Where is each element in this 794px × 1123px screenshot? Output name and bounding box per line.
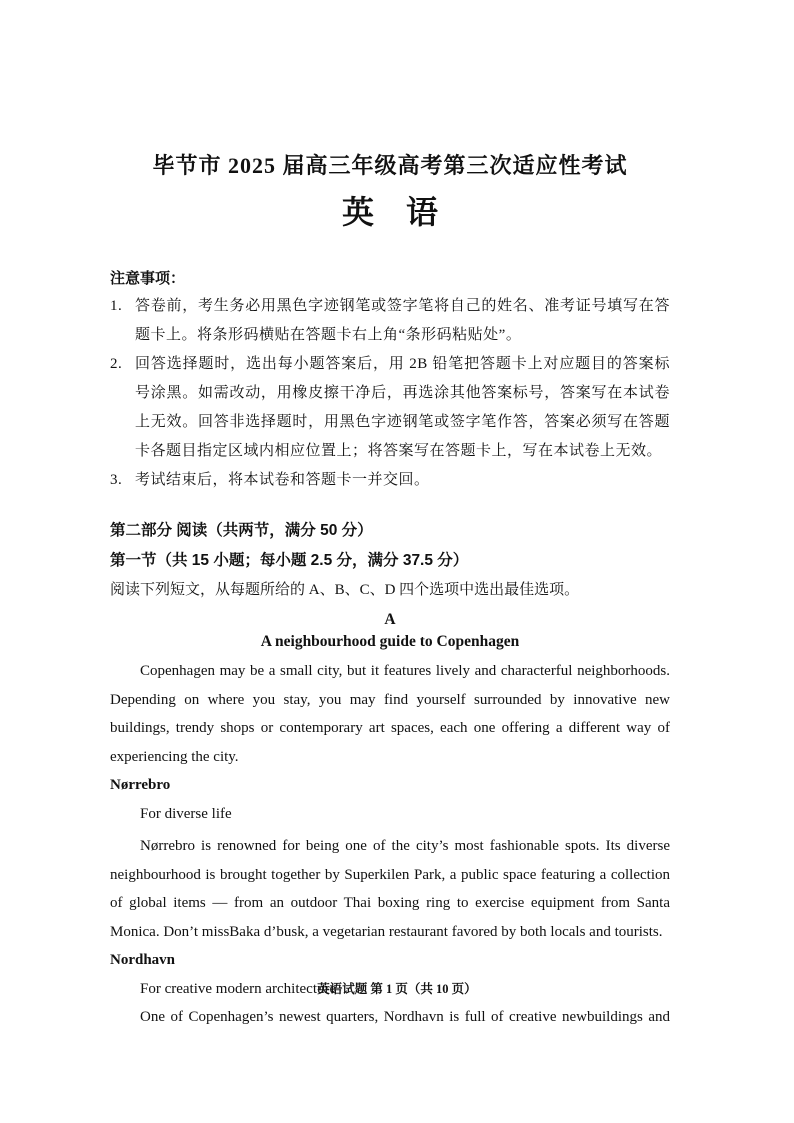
notice-item-2 [110,350,670,466]
notice-item-number: 1. [110,298,123,314]
passage-paragraph-nordhavn: One of Copenhagen’s newest quarters, Nordhavn is full of creative newbuildings and [140,1009,670,1025]
subject-title: 英 语 [341,194,438,230]
section-one-header: 第一节（共 15 小题；每小题 2.5 分，满分 37.5 分） [110,552,469,569]
passage-title: A neighbourhood guide to Copenhagen [260,633,520,650]
passage-label-a: A [384,611,396,628]
passage-subhead-norrebro: Nørrebro [110,777,171,793]
notice-item-text: 答卷前，考生务必用黑色字迹钢笔或签字笔将自己的姓名、准考证号填写在答题卡上。将条形码横贴在答题卡右上角“条形码粘贴处”。 [135,298,670,343]
passage-tagline-norrebro: For diverse life [140,805,232,822]
passage-tagline-nordhavn: For creative modern architecture [140,980,337,997]
notice-item-number: 3. [110,472,123,488]
notice-heading: 注意事项： [110,270,186,287]
passage-subhead-nordhavn: Nordhavn [110,952,176,968]
notice-item-1 [110,292,670,350]
part-two-header: 第二部分 阅读（共两节，满分 50 分） [110,522,373,539]
notice-item-number: 2. [110,356,123,372]
notice-item-text: 回答选择题时，选出每小题答案后，用 2B 铅笔把答题卡上对应题目的答案标号涂黑。如需改动，用橡皮擦干净后，再选涂其他答案标号，答案写在本试卷上无效。回答非选择题时，用黑色字迹钢笔或签字笔作答，答案必须写在答题卡各题目指定区域内相应位置上；将答案写在答题卡上，写在本试卷上无效。 [135,356,670,459]
passage-paragraph-norrebro: Nørrebro is renowned for being one of the city’s most fashionable spots. Its diverse neighbourhood is brought together by Superkilen Park, a public space featuring a collection of global items — from an outdoor Thai boxing ring to exercise equipment from Santa Monica. Don’t missBaka d’busk, a vegetarian restaurant favored by both locals and tourists. [110,838,670,940]
notice-list [110,292,670,495]
section-instructions: 阅读下列短文，从每题所给的 A、B、C、D 四个选项中选出最佳选项。 [110,582,580,598]
page-content [110,0,670,1032]
notice-item-text: 考试结束后，将本试卷和答题卡一并交回。 [135,472,430,488]
passage-intro-paragraph: Copenhagen may be a small city, but it features lively and characterful neighborhoods. Depending on where you stay, you may find yourself surrounded by innovative new buildings, trendy shops or contemporary art spaces, each one offering a different way of experiencing the city. [110,663,670,765]
notice-item-3 [110,466,670,495]
page-footer: 英语试题 第 1 页（共 10 页） [317,982,477,996]
exam-title: 毕节市 2025 届高三年级高考第三次适应性考试 [152,153,628,178]
